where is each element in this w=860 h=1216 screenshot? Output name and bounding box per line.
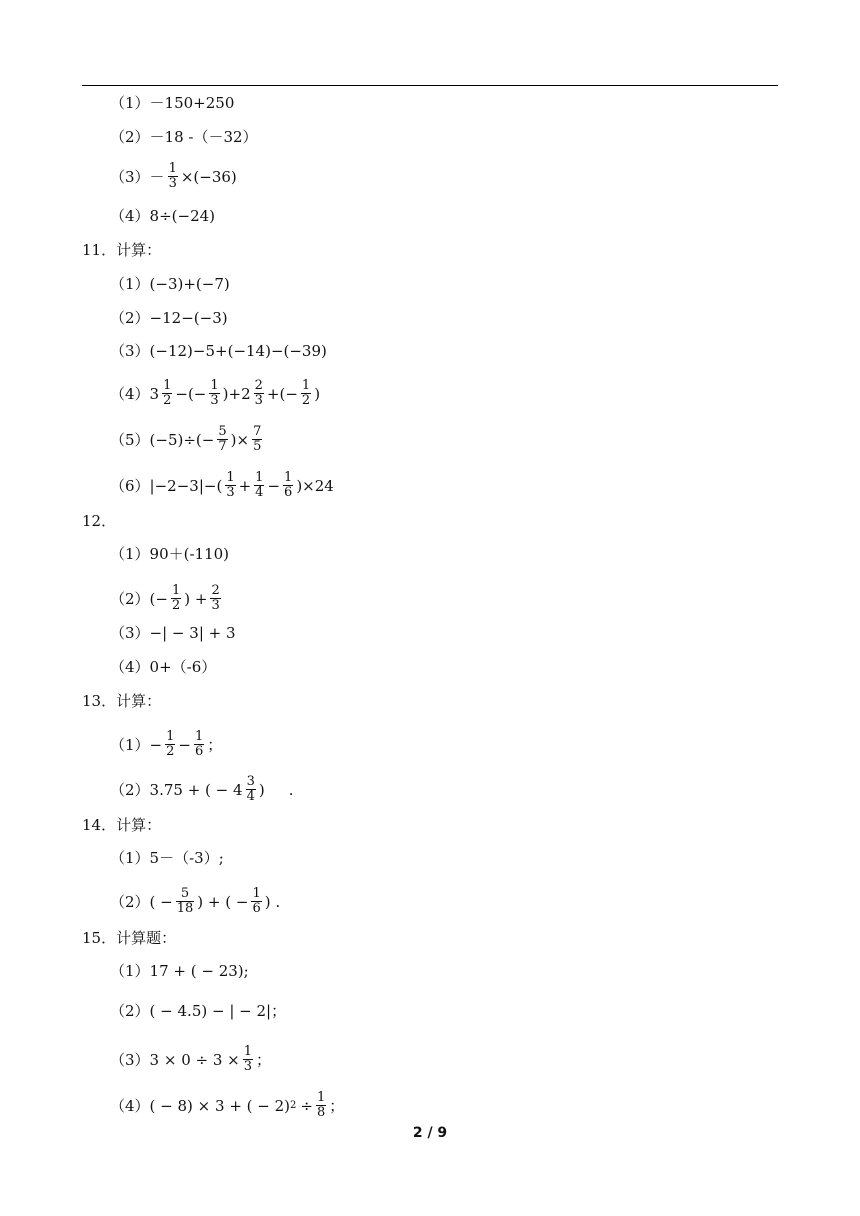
expression-text: ×(−36) [180,167,237,186]
q13-title: 13．计算： [82,692,162,710]
fraction: $\frac{1}{2}$ [163,378,172,408]
q10-part-2 [110,127,258,147]
expression: 5－（-3）; [149,849,224,867]
part-label: （1） [110,275,150,293]
q11-part-3 [110,341,327,361]
expression-text: ) . [264,892,281,911]
part-label: （4） [110,658,150,676]
part-label: （2） [110,309,150,327]
expression: 17 + ( − 23); [149,962,249,980]
expression: (−12)−5+(−14)−(−39) [149,342,327,360]
q10-part-3 [110,162,237,191]
header-rule [82,85,778,86]
expression-text: 3 × 0 ÷ 3 × [149,1050,240,1069]
expression-text: － [149,167,165,186]
q12-part-3 [110,623,236,643]
expression: －18 -（－32） [149,128,258,146]
fraction: $\frac{2}{3}$ [254,378,263,408]
expression: 90＋(-110) [149,545,230,563]
q11-part-4 [110,379,320,408]
part-label: （1） [110,735,150,754]
part-label: （3） [110,1050,150,1069]
part-label: （5） [110,430,150,449]
part-label: （4） [110,1096,150,1115]
fraction: $\frac{1}{4}$ [255,470,264,500]
q11-part-6 [110,471,334,500]
fraction: $\frac{1}{6}$ [194,729,204,759]
q12-title: 12． [82,512,117,530]
part-label: （1） [110,545,150,563]
expression-text: ； [329,1096,345,1115]
expression-text: +(− [266,384,298,403]
q12-part-4 [110,657,216,677]
expression: ( − 4.5) − | − 2|； [149,1002,287,1020]
q15-part-3 [110,1045,271,1074]
expression-text: 3.75 + ( − 4 [149,780,243,799]
q15-title: 15．计算题： [82,929,177,947]
fraction: $\frac{2}{3}$ [211,583,220,613]
expression-text: ) + ( − [197,892,249,911]
expression: −12−(−3) [149,309,228,327]
expression-text: )× [230,430,250,449]
expression-text: − [267,476,281,495]
fraction: $\frac{1}{3}$ [243,1044,253,1074]
expression: −| − 3| + 3 [149,624,236,642]
q10-part-4 [110,206,215,226]
expression-text: + [238,476,252,495]
q13-part-1 [110,730,222,759]
expression-text: −(− [175,384,207,403]
q15-part-2 [110,1001,286,1021]
expression-text: ( − [149,892,173,911]
part-label: （2） [110,892,150,911]
part-label: （3） [110,624,150,642]
expression-text: − [178,735,191,754]
part-label: （2） [110,128,150,146]
expression-text: − [149,735,163,754]
fraction: $\frac{1}{6}$ [284,470,293,500]
fraction: $\frac{1}{2}$ [171,583,181,613]
fraction: $\frac{1}{6}$ [252,886,261,916]
expression: 8÷(−24) [149,207,216,225]
part-label: （1） [110,849,150,867]
fraction: $\frac{1}{2}$ [301,378,311,408]
expression-text: ÷ [300,1096,313,1115]
part-label: （1） [110,962,150,980]
part-label: （2） [110,1002,150,1020]
q11-part-5 [110,425,265,454]
fraction: $\frac{1}{3}$ [168,161,177,191]
q15-part-4: （4） ( − 8) × 3 + ( − 2) 2 ÷ $\frac{1}{8}$ ； [110,1090,345,1120]
q10-part-1 [110,93,234,113]
expression-text: ( − 8) × 3 + ( − 2) [149,1096,291,1115]
expression: －150+250 [149,94,235,112]
q14-part-2 [110,887,280,916]
q11-part-1 [110,274,230,294]
expression-text: 3 [149,384,160,403]
q14-part-1 [110,848,224,868]
fraction: $\frac{7}{5}$ [253,424,262,454]
part-label: （3） [110,342,150,360]
expression-text: ) [258,780,265,799]
expression-text: )×24 [296,476,334,495]
fraction: $\frac{5}{7}$ [218,424,227,454]
part-label: （6） [110,476,150,495]
expression-text: ； [207,735,223,754]
fraction: $\frac{1}{3}$ [210,378,219,408]
expression-text: . [288,780,294,799]
part-label: （1） [110,94,150,112]
part-label: （2） [110,780,150,799]
q13-part-2 [110,775,293,804]
expression-text: )+2 [222,384,251,403]
q14-title: 14．计算： [82,816,162,834]
part-label: （4） [110,207,150,225]
expression-text: (− [149,589,168,608]
part-label: （4） [110,384,150,403]
fraction: $\frac{5}{18}$ [176,886,194,916]
q12-part-1 [110,544,229,564]
q15-part-1 [110,961,249,981]
q11-title: 11．计算： [82,241,162,259]
fraction: $\frac{3}{4}$ [246,774,255,804]
fraction: $\frac{1}{8}$ [316,1090,326,1120]
expression-text: |−2−3|−( [149,476,223,495]
expression-text: ) [314,384,321,403]
expression-text: ) + [184,589,208,608]
expression-text: (−5)÷(− [149,430,215,449]
part-label: （3） [110,167,150,186]
q11-part-2 [110,308,228,328]
expression: (−3)+(−7) [149,275,230,293]
page-number: 2 / 9 [412,1125,448,1141]
expression: 0+（-6） [149,658,217,676]
part-label: （2） [110,589,150,608]
fraction: $\frac{1}{2}$ [166,729,175,759]
fraction: $\frac{1}{3}$ [226,470,235,500]
q12-part-2 [110,584,224,613]
expression-text: ； [256,1050,272,1069]
